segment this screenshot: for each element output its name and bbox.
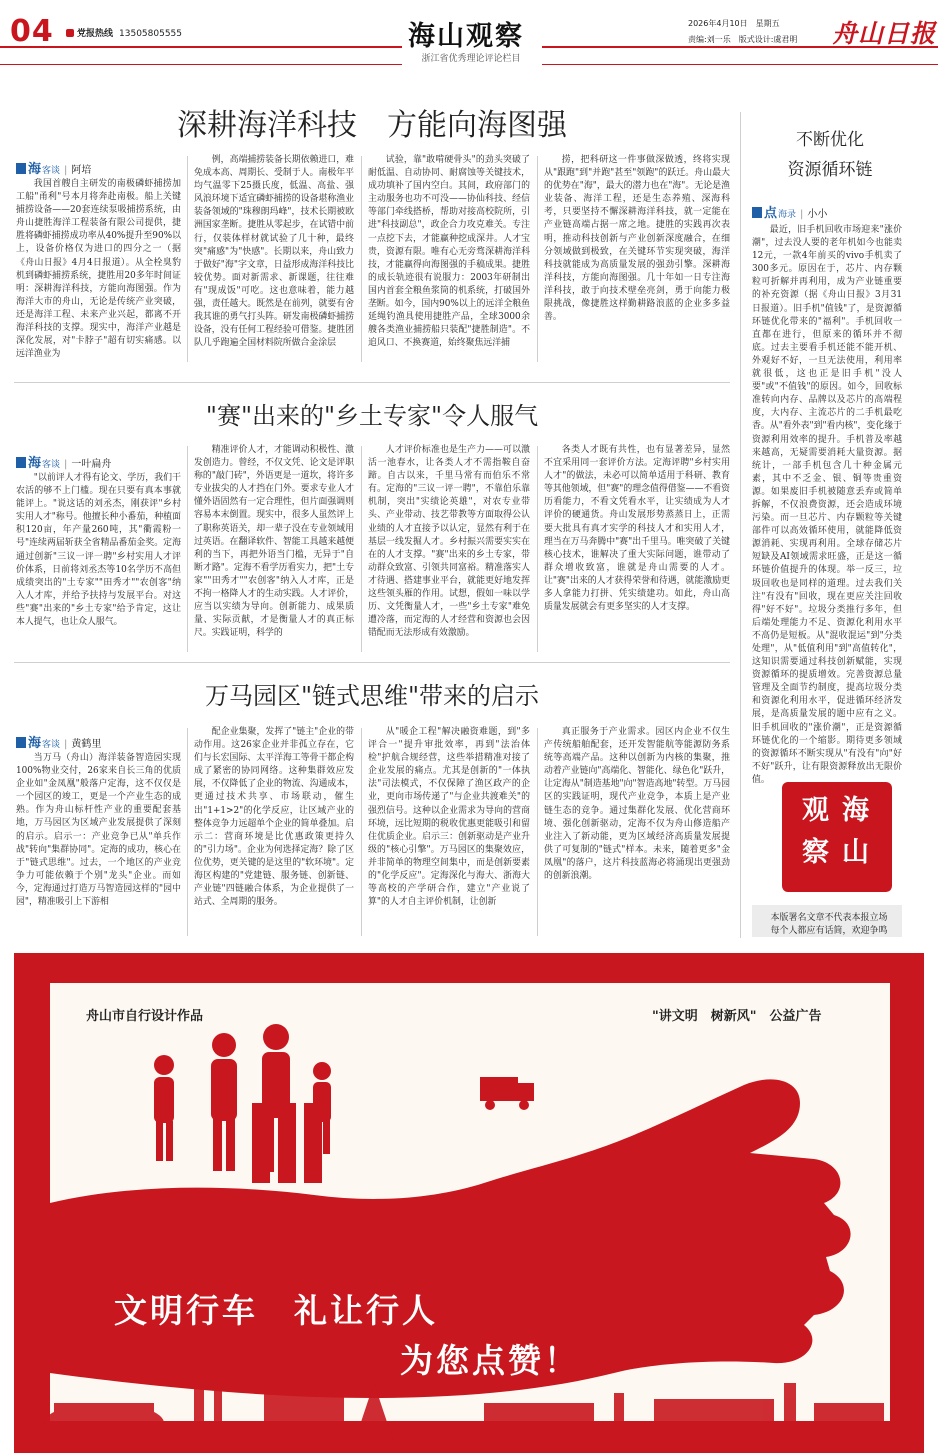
section-title: 海山观察 [408, 21, 524, 52]
article3-column-4: 真正服务于产业需求。园区内企业不仅生产传统船舶配套，还开发智能航等能源防务系统等高端产品。这种以创新为内核的集聚，推动着产业链向"高端化、智能化、绿色化"跃升，让定海从"制造基地"向"智造高地"转型。万马园区的实践证明，现代产业竞争，本质上是产业链生态的竞争。通过集群化发展、优化营商环境、强化创新驱动，定海不仅为舟山修造船产业注入了新动能，更为区域经济高质量发展提供了可复制的"链式"样本。未来，随着更多"金凤凰"的落户，这片科技蓝海必将涌现出更强劲的创新浪潮。 [544, 727, 730, 882]
column-rule [187, 446, 188, 652]
issue-date: 2026年4月10日 星期五 [688, 19, 780, 28]
article1-title: 深耕海洋科技 方能向海图强 [177, 108, 567, 143]
phone-icon [66, 29, 74, 37]
article1-byline: 海客谈 | 阿培 [16, 158, 91, 177]
section-rule [14, 662, 730, 663]
byline-tag: 海 [28, 456, 42, 471]
byline-tag-word: 客谈 [42, 460, 61, 470]
article1-column-2: 例，高端捕捞装备长期依赖进口，难免成本高、周期长、受制于人。南极年平均气温零下25摄氏度，低温、高盐、强风浪环境下适宜磷虾捕捞的设备堪称渔业装备领域的"珠穆朗玛峰"，技术长期被欧洲国家垄断。捷胜从零起步，在试错中前行，仅装体样材就试验了几十种，最终突"痛感"为"快感"。长期以来，舟山致力于做好"海"字文章，日益形成海洋科技比较优势。面对新需求、新课题，往往难有"现成饭"可吃。这也意味着，能力越强，责任越大。既然是在前列，就要有舍我其谁的勇气打头阵。研发南极磷虾捕捞设备，没有任何工程经验可借鉴。捷胜团队几乎跑遍全国材料院所做合金涂层 [194, 155, 354, 349]
article1-column-1: 我国首艘自主研发的南极磷虾捕捞加工船"甬利"号本月将奔赴南极。船上关键捕捞设备——20套连续泵吸捕捞系统，由舟山捷胜海洋工程装备有限公司提供，捷胜将磷虾捕捞成功率从40%提升至90%以上，设备价格仅为进口的四分之一（据《舟山日报》4月4日报道）。从全栓臭豹机到磷虾捕捞系统，捷胜用20多年时间证明：深耕海洋科技，方能向海图强。作为海洋大市的舟山，无论是传统产业突破，还是海洋工程、未来产业兴起，都离不开海洋科技的支撑。现实中，海洋产业越是深化发展，对"卡脖子"超有切实痛感。以远洋渔业为 [16, 179, 181, 360]
column-mark-icon [16, 163, 26, 174]
hotline-label: 党报热线 [77, 29, 114, 39]
seal-char: 观 [802, 795, 829, 826]
column-rule [537, 446, 538, 652]
seal-char: 海 [842, 795, 869, 826]
editor-credit: 责编:刘一乐 版式设计:虞君明 [688, 35, 798, 44]
page-number: 04 [10, 14, 54, 49]
sidebar-title-line2: 资源循环链 [787, 160, 873, 180]
sidebar-byline: 点海录 | 小小 [752, 202, 827, 221]
public-service-ad [14, 953, 924, 1453]
column-rule [187, 728, 188, 936]
ad-campaign-label: "讲文明 树新风" 公益广告 [652, 1009, 822, 1024]
sidebar-body: 最近，旧手机回收市场迎来"涨价潮"，过去没人要的老年机如今也能卖12元，一款4年前买的vivo手机卖了300多元。原因在于，芯片、内存颗粒可折解并再利用，成为产业链重要的补充资源（据《舟山日报》3月31日报道）。旧手机"值钱"了，是资源循环链优化带来的"福利"。手机回收一直都在进行，但原来的循环并不彻底。过去主要看手机还能不能开机、外观好不好，一旦无法使用，利用率就很低，这也正是旧手机"没人要"或"不值钱"的原因。如今，回收标准转向内存、品牌以及芯片的高端程度，大内存、主流芯片的二手机最吃香。从"看外表"到"看内核"，变化缘于资源利用效率的提升。手机普及率越来越高，无疑需要消耗大量资源。据统计，一部手机包含几十种金属元素，其中不乏金、银、铜等贵重资源。如果废旧手机被随意丢弃或简单拆解，不仅浪费资源，还会造成环境污染。而一旦芯片、内存颗粒等关键部件可以高效循环使用，就能降低资源消耗、实现再利用。全球存储芯片短缺及AI领域需求旺盛，正是这一循环链价值提升的体现。举一反三，垃圾回收也是同样的道理。过去我们关注"有没有"回收，现在更应关注回收得"好不好"。垃圾分类推行多年，但后端处理能力不足、资源化利用水平不高仍是短板。从"混收混运"到"分类处理"，从"低值利用"到"高值转化"，这知识需要通过科技创新赋能，实现资源循环的提质增效。完善资源总量管理及全面节约制度，提高垃圾分类和资源化利用水平，促进循环经济发展，是高质量发展的题中应有之义。旧手机回收的"涨价潮"，正是资源循环链优化的一个缩影。期待更多领域的资源循环不断实现从"有没有"向"好不好"跃升，让有限资源释放出无限价值。 [752, 225, 902, 785]
column-mark-icon [16, 457, 26, 468]
paper-logo: 舟山日报 [832, 19, 937, 48]
seal-char: 察 [802, 837, 829, 868]
byline-author: 一叶扁舟 [71, 459, 112, 470]
byline-tag-word: 海录 [778, 210, 797, 220]
disclaimer-line2: 每个人都应有话简，欢迎争鸣 [770, 926, 888, 936]
sidebar-title-line1: 不断优化 [796, 130, 864, 150]
sidebar-divider [740, 112, 741, 938]
article2-column-1: "以前评人才得有论文、学历，我们干农活的够不上门槛。现在只要有真本事就能评上。"说这话的刘丞杰，刚获评"乡村实用人才"称号。他擅长种小番茄，种植面积120亩，年产量260吨，其"衢霞粉一号"连续两届斩获全省精品番茄金奖。定海通过创新"三议一评一聘"乡村实用人才评价体系，日前将刘丞杰等10名学历不高但成绩突出的"土专家""田秀才""农创客"纳入人才库，并给予扶持与发展平台。对这些"赛"出来的"乡土专家"给予肯定，这让本人提气，也让众人服气。 [16, 473, 181, 628]
column-mark-icon [752, 207, 762, 218]
column-mark-icon [16, 737, 26, 748]
column-rule [537, 156, 538, 362]
article3-column-3: 从"暖企工程"解决融资难题，到"多评合一"提升审批效率，再到"法治体检"护航合规经营，这些举措精准对接了企业发展的痛点。尤其是创新的"一体执法"司法模式，不仅保障了渔区政产的企业，更向市场传递了"与企业共渡难关"的强烈信号。这种以企业需求为导向的营商环境，远比短期的税收优惠更能吸引和留住优质企业。启示三：创新驱动是产业升级的"核心引擎"。万马园区的集聚效应，并非简单的物理空间集中，而是创新要素的"化学反应"。定海深化与海大、浙海大等高校的产学研合作，建立"产业说了算"的人才自主评价机制，让创新 [368, 727, 530, 908]
hotline [66, 26, 182, 39]
column-rule [537, 728, 538, 936]
ad-slogan-line1: 文明行车 礼让行人 [114, 1291, 438, 1330]
article2-column-2: 精准评价人才，才能调动积极性、激发创造力。曾经，不仅文凭、论文是评职称的"敲门砖"，外语更是一道坎，将许多专业拔尖的人才挡在门外。要求专业人才懂外语固然有一定合理性，但片面强调则容易本末倒置。现实中，很多人虽然评上了职称英语关，却一辈子没在专业领域用过英语。在翻译软件、智能工具越来越便利的当下，再把外语当门槛，无异于"自断才路"。定海不看学历看实力，把"土专家""田秀才""农创客"纳入人才库，正是不拘一格降人才的生动实践。人才评价，应当以实绩为导向。创新能力、成果质量、实际贡献，才是衡量人才的真正标尺。实践证明，科学的 [194, 445, 354, 639]
article2-title: "赛"出来的"乡土专家"令人服气 [205, 402, 539, 430]
section-subtitle: 浙江省优秀理论评论栏目 [421, 54, 521, 64]
column-rule [361, 728, 362, 936]
ad-slogan-line2: 为您点赞！ [400, 1341, 580, 1380]
byline-author: 小小 [807, 209, 828, 220]
byline-tag-word: 客谈 [42, 166, 61, 176]
seal-char: 山 [842, 837, 869, 868]
column-seal [782, 782, 892, 892]
column-rule [187, 156, 188, 362]
article3-title: 万马园区"链式思维"带来的启示 [204, 682, 540, 710]
byline-author: 黄鹤里 [71, 739, 102, 750]
article2-column-4: 各类人才既有共性，也有显著差异，显然不宜采用同一套评价方法。定海评聘"乡村实用人才"的做法，未必可以简单适用于科研、教育等其他领域，但"赛"的理念值得借鉴——不看资历看能力，不看文凭看水平，让实绩成为人才评价的硬通货。舟山发展形势蒸蒸日上，正需要大批具有真才实学的科技人才和实用人才，理当在万马奔腾中"赛"出千里马。唯突破了关键核心技术，谁解决了重大实际问题，谁带动了群众增收致富，谁就是舟山需要的人才。让"赛"出来的人才获得荣誉和待遇，就能激励更多人拿能力打拼、凭实绩建功。如此，舟山高质量发展就会有更多坚实的人才支撑。 [544, 445, 730, 613]
article1-column-4: 捞，把科研这一件事做深做透，终将实现从"跟跑"到"并跑"甚至"领跑"的跃迁。舟山最大的优势在"海"，最大的潜力也在"海"。无论是渔业装备、海洋工程，还是生态养殖、深海科考，只要坚持不懈深耕海洋科技，就一定能在产业链高端占据一席之地。捷胜的实践再次表明，推动科技创新与产业创新深度融合，在细分领域做到极致，在关键环节实现突破，海洋科技就能成为高质量发展的强劲引擎。深耕海洋科技，方能向海图强。几十年如一日专注海洋科技，敢于向技术壁垒亮剑，勇于向能力极限挑战，像捷胜这样勤耕路浪蓝的企业多多益善。 [544, 155, 730, 323]
byline-tag-word: 客谈 [42, 740, 61, 750]
byline-tag: 点 [764, 206, 778, 221]
byline-tag: 海 [28, 162, 42, 177]
byline-author: 阿培 [71, 165, 92, 176]
section-rule [14, 382, 730, 383]
hotline-number: 13505805555 [119, 29, 183, 39]
article1-column-3: 试验，靠"敢啃硬骨头"的劲头突破了耐低温、自动协同、耐腐蚀等关键技术，成功填补了国内空白。其间，政府部门的主动服务也功不可没——协仙科技、经信等部门牵线搭桥，帮助对接高校院所，引进"科技副总"，政企合力攻克难关。专注一点挖下去，才能赢种挖成深井。人才宝贵，资源有限。唯有心无旁骛深耕海洋科技，才能赢得向海图强的手稿成果。捷胜的成长轨迹很有说服力：2003年研制出国内首套全粮鱼浆筒的机系统，打破国外垄断。如今，国内90%以上的远洋全粮鱼延绳钓渔具使用捷胜产品，全球3000余艘各类渔业捕捞船只装配"捷胜制造"。不追风口、不换赛道，始终聚焦远洋捕 [368, 155, 530, 349]
truck-icon [480, 1077, 534, 1110]
article3-column-1: 当万马（舟山）海洋装备智造园实现100%物业交付，26家来自长三角的优质企业如"金凤凰"般落户定海，这不仅仅是一个园区的竣工，更是一个产业生态的成熟。作为舟山标杆性产业的重要配套基地，万马园区为区域产业发展提供了深刻的启示。启示一：产业竞争已从"单兵作战"转向"集群协同"。定海的成功，核心在于"链式思维"。过去，一个地区的产业竞争力可能依赖于个别"龙头"企业。而如今，定海通过打造万马智造园这样的"园中园"，精准吸引上下游相 [16, 753, 181, 908]
article3-byline: 海客谈 | 黄鹤里 [16, 732, 101, 751]
column-rule [361, 156, 362, 362]
column-rule [361, 446, 362, 652]
disclaimer-line1: 本版署名文章不代表本报立场 [770, 913, 888, 923]
article3-column-2: 配企业集聚，发挥了"链主"企业的带动作用。这26家企业并非孤立存在，它们与长宏国际、太平洋海工等骨干都企构成了紧密的协同网络。这种集群效应发展，不仅降低了企业的物流、沟通成本，更通过技术共享、市场联动，催生出"1+1>2"的化学反应，让区域产业的整体竞争力远超单个企业的简单叠加。启示二：营商环境是比优惠政策更持久的"引力场"。企业为何选择定海？除了区位优势，更关键的是这里的"软环境"。定海区构建的"党建链、服务链、创新链、产业链"四链融合体系，为企业提供了一站式、全周期的服务。 [194, 727, 354, 908]
article2-byline: 海客谈 | 一叶扁舟 [16, 452, 111, 471]
byline-tag: 海 [28, 736, 42, 751]
ad-credit: 舟山市自行设计作品 [86, 1009, 204, 1024]
disclaimer [754, 912, 904, 938]
article2-column-3: 人才评价标准也是生产力——可以激活一池春水，让各类人才不需指鞍自奋蹄。自古以来，千里马常有而伯乐不常有。定海的"三议一评一聘"，不靠伯乐靠机制，突出"实绩论英雄"，对农专业带头、产业带动、技艺带教等方面取得公认业绩的人才直接予以认定，显然有利于在基层一线发掘人才。乡村振兴需要实实在在的人才支撑。"赛"出来的乡土专家，带动群众致富、引领共同富裕。精准落实人才待遇、搭建事业平台，就能更好地发挥这些领头雁的作用。试想，假如一味以学历、文凭衡量人才，一些"乡土专家"难免遭冷落，而定海的人才经营和资源也会因错配而无法形成有效激励。 [368, 445, 530, 639]
